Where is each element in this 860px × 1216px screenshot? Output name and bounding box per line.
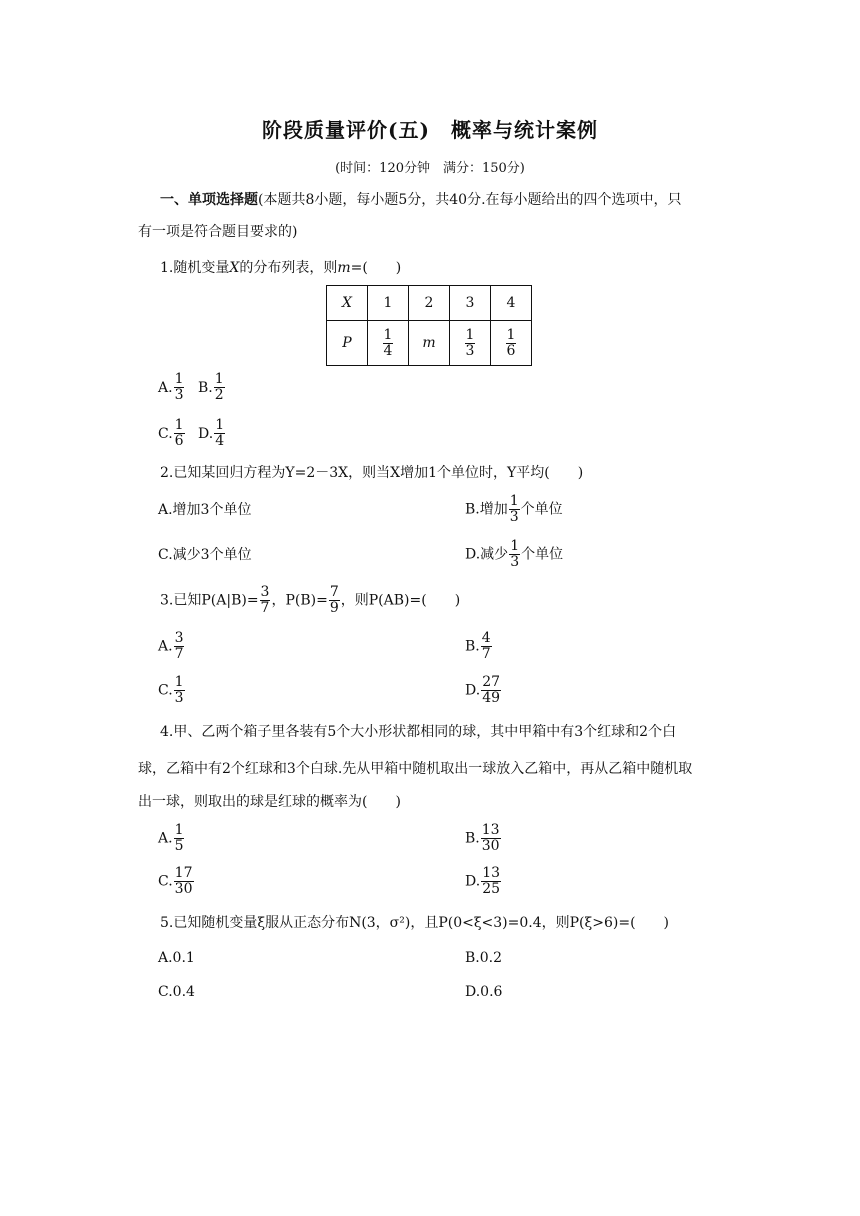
exam-info: (时间：120分钟 满分：150分): [335, 161, 525, 176]
q1-stem: [160, 258, 401, 278]
option-a: A. $\frac{1}{3}$: [158, 371, 184, 403]
fraction: $\frac{1}{3}$: [465, 326, 475, 359]
table-cell: m: [409, 321, 450, 366]
q5-option-b: B.0.2: [465, 950, 503, 966]
table-cell: 4: [491, 286, 532, 321]
q4-line-3: 出一球，则取出的球是红球的概率为( ): [138, 794, 401, 810]
q3-option-d: D. $\frac{27}{49}$: [465, 674, 501, 706]
q3-option-a: A. $\frac{3}{7}$: [158, 630, 184, 662]
q5-stem: 5.已知随机变量ξ服从正态分布N(3，σ²)，且P(0<ξ<3)=0.4，则P(ξ>6)=( ): [160, 915, 669, 931]
table-cell: 2: [409, 286, 450, 321]
option-c: C. $\frac{1}{6}$: [158, 417, 184, 449]
distribution-table: [326, 285, 532, 366]
q2-option-a: A.增加3个单位: [158, 502, 252, 518]
table-cell: [491, 321, 532, 366]
section-desc-2: 有一项是符合题目要求的): [138, 224, 298, 240]
q1-stem-pre: 1.随机变量: [160, 260, 230, 276]
table-cell: P: [327, 321, 368, 366]
q4-line-1: 4.甲、乙两个箱子里各装有5个大小形状都相同的球，其中甲箱中有3个红球和2个白: [160, 724, 677, 740]
fraction: $\frac{1}{4}$: [383, 326, 393, 359]
q4-line-2: 球，乙箱中有2个红球和3个白球.先从甲箱中随机取出一球放入乙箱中，再从乙箱中随机取: [138, 761, 693, 777]
section-heading: [160, 190, 682, 210]
q1-stem-mid: 的分布列表，则: [239, 260, 338, 276]
section-desc-1: (本题共8小题，每小题5分，共40分.在每小题给出的四个选项中，只: [258, 192, 682, 208]
q3-option-c: C. $\frac{1}{3}$: [158, 674, 184, 706]
q2-stem: 2.已知某回归方程为Y=2－3X，则当X增加1个单位时，Y平均( ): [160, 465, 584, 481]
q1-option-ab: [158, 372, 226, 403]
q1-var: X: [229, 260, 240, 276]
table-cell: [450, 321, 491, 366]
table-row: [327, 321, 532, 366]
q5-option-c: C.0.4: [158, 984, 195, 1000]
q5-option-a: A.0.1: [158, 950, 195, 966]
q4-option-d: D. $\frac{13}{25}$: [465, 865, 501, 897]
option-d: D. $\frac{1}{4}$: [198, 417, 225, 449]
fraction: $\frac{1}{6}$: [506, 326, 516, 359]
option-b: B. $\frac{1}{2}$: [197, 371, 224, 403]
q2-option-c: C.减少3个单位: [158, 547, 252, 563]
table-row: [327, 286, 532, 321]
table-cell: X: [327, 286, 368, 321]
q1-option-cd: [158, 418, 226, 449]
section-title: 一、单项选择题: [160, 192, 258, 208]
q3-option-b: B. $\frac{4}{7}$: [465, 630, 491, 662]
q1-stem-post: =( ): [350, 260, 402, 276]
table-cell: 1: [368, 286, 409, 321]
q2-option-d: D.减少 $\frac{1}{3}$ 个单位: [465, 538, 564, 570]
q4-option-a: A. $\frac{1}{5}$: [158, 822, 184, 854]
q1-m: m: [337, 260, 351, 276]
q4-option-b: B. $\frac{13}{30}$: [465, 822, 500, 854]
table-cell: [368, 321, 409, 366]
q5-option-d: D.0.6: [465, 984, 503, 1000]
table-cell: 3: [450, 286, 491, 321]
q4-option-c: C. $\frac{17}{30}$: [158, 865, 193, 897]
q2-option-b: B.增加 $\frac{1}{3}$ 个单位: [465, 493, 563, 525]
page-title: 阶段质量评价(五) 概率与统计案例: [262, 118, 598, 142]
q3-stem: 3.已知P(A|B)= $\frac{3}{7}$ ，P(B)= $\frac{7}{9}$ ，则P(AB)=( ): [160, 584, 461, 616]
